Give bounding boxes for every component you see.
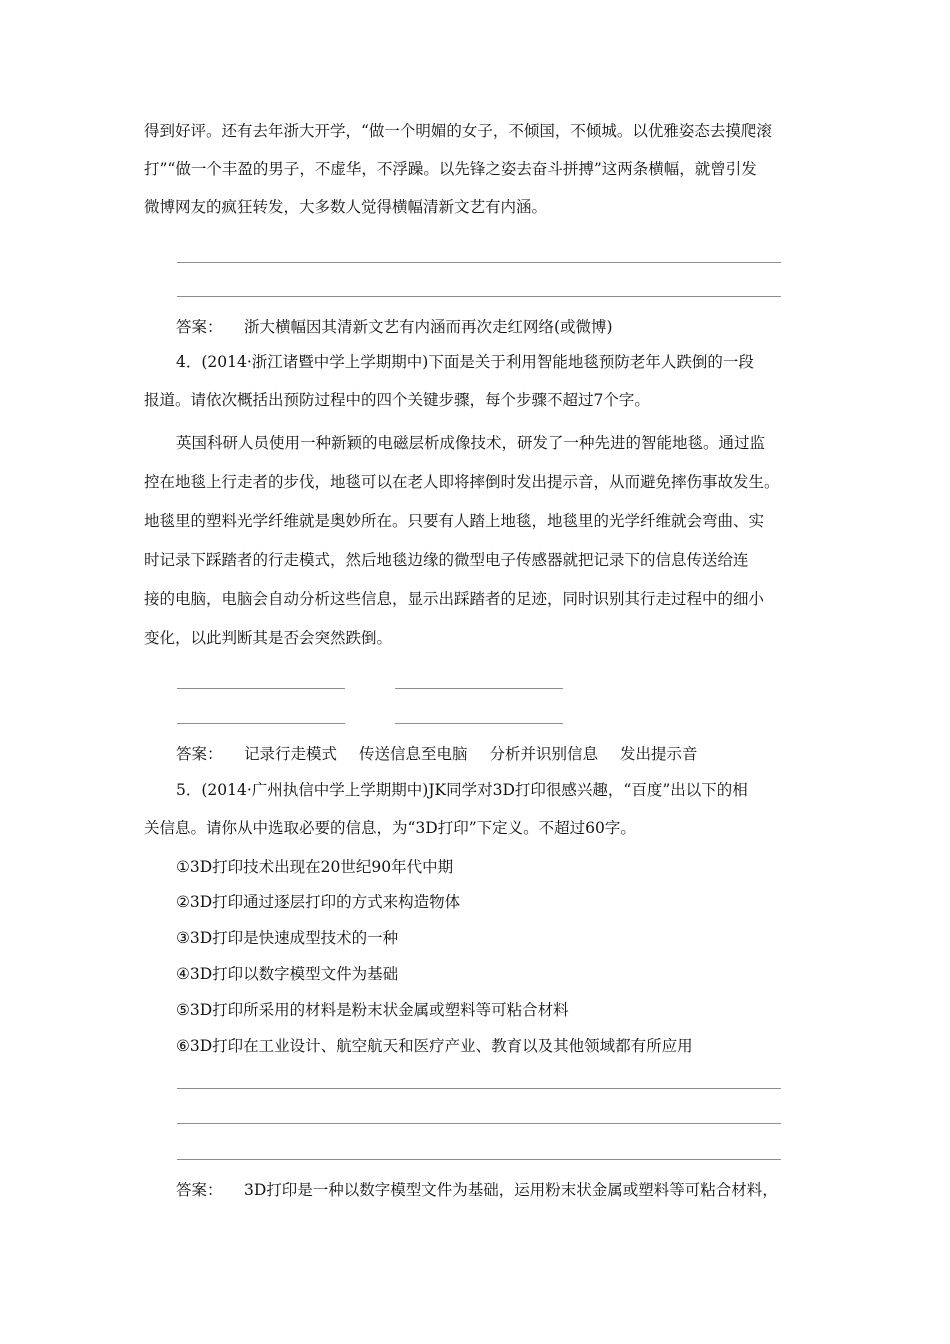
question-4-stem: 4．(2014·浙江诸暨中学上学期期中)下面是关于利用智能地毯预防老年人跌倒的一段 [176, 353, 754, 371]
passage-line: 控在地毯上行走者的步伐，地毯可以在老人即将摔倒时发出提示音，从而避免摔伤事故发生。 [144, 473, 780, 491]
info-item: ⑥3D打印在工业设计、航空航天和医疗产业、教育以及其他领域都有所应用 [176, 1037, 693, 1055]
answer-blank-line [395, 688, 563, 689]
passage-line: 接的电脑，电脑会自动分析这些信息，显示出踩踏者的足迹，同时识别其行走过程中的细小 [144, 590, 765, 608]
answer-item: 发出提示音 [620, 745, 698, 763]
answer-blank-line [395, 723, 563, 724]
answer-blank-line [177, 1123, 781, 1124]
passage-line: 打”“做一个丰盈的男子，不虚华，不浮躁。以先锋之姿去奋斗拼搏”这两条横幅，就曾引发 [144, 160, 757, 178]
passage-line: 得到好评。还有去年浙大开学，“做一个明媚的女子，不倾国，不倾城。以优雅姿态去摸爬滚 [144, 122, 772, 140]
passage-line: 变化，以此判断其是否会突然跌倒。 [144, 629, 393, 647]
passage-line: 英国科研人员使用一种新颖的电磁层析成像技术，研发了一种先进的智能地毯。通过监 [176, 434, 766, 452]
info-item: ③3D打印是快速成型技术的一种 [176, 929, 399, 947]
passage-line: 微博网友的疯狂转发，大多数人觉得横幅清新文艺有内涵。 [144, 198, 548, 216]
answer-4 [176, 744, 856, 764]
info-item: ⑤3D打印所采用的材料是粉末状金属或塑料等可粘合材料 [176, 1001, 569, 1019]
answer-3 [176, 317, 856, 337]
answer-blank-line [177, 1159, 781, 1160]
answer-item: 记录行走模式 [244, 745, 338, 763]
answer-blank-line [177, 1088, 781, 1089]
answer-label: 答案： [176, 745, 223, 763]
question-5-stem: 5．(2014·广州执信中学上学期期中)JK同学对3D打印很感兴趣，“百度”出以下的相 [176, 781, 748, 799]
answer-item: 传送信息至电脑 [359, 745, 468, 763]
question-4-stem: 报道。请依次概括出预防过程中的四个关键步骤，每个步骤不超过7个字。 [144, 391, 650, 409]
passage-line: 时记录下踩踏者的行走模式，然后地毯边缘的微型电子传感器就把记录下的信息传送给连 [144, 551, 749, 569]
answer-label: 答案： [176, 318, 223, 336]
answer-blank-line [177, 296, 781, 297]
answer-blank-line [177, 723, 345, 724]
answer-text: 浙大横幅因其清新文艺有内涵而再次走红网络(或微博) [244, 318, 613, 336]
info-item: ②3D打印通过逐层打印的方式来构造物体 [176, 893, 461, 911]
answer-blank-line [177, 262, 781, 263]
answer-text: 3D打印是一种以数字模型文件为基础，运用粉末状金属或塑料等可粘合材料， [244, 1181, 778, 1199]
answer-label: 答案： [176, 1181, 223, 1199]
passage-line: 地毯里的塑料光学纤维就是奥妙所在。只要有人踏上地毯，地毯里的光学纤维就会弯曲、实 [144, 512, 765, 530]
question-5-stem: 关信息。请你从中选取必要的信息，为“3D打印”下定义。不超过60字。 [144, 819, 636, 837]
info-item: ④3D打印以数字模型文件为基础 [176, 965, 399, 983]
answer-5 [176, 1180, 856, 1200]
answer-blank-line [177, 688, 345, 689]
info-item: ①3D打印技术出现在20世纪90年代中期 [176, 858, 454, 876]
answer-item: 分析并识别信息 [489, 745, 599, 763]
